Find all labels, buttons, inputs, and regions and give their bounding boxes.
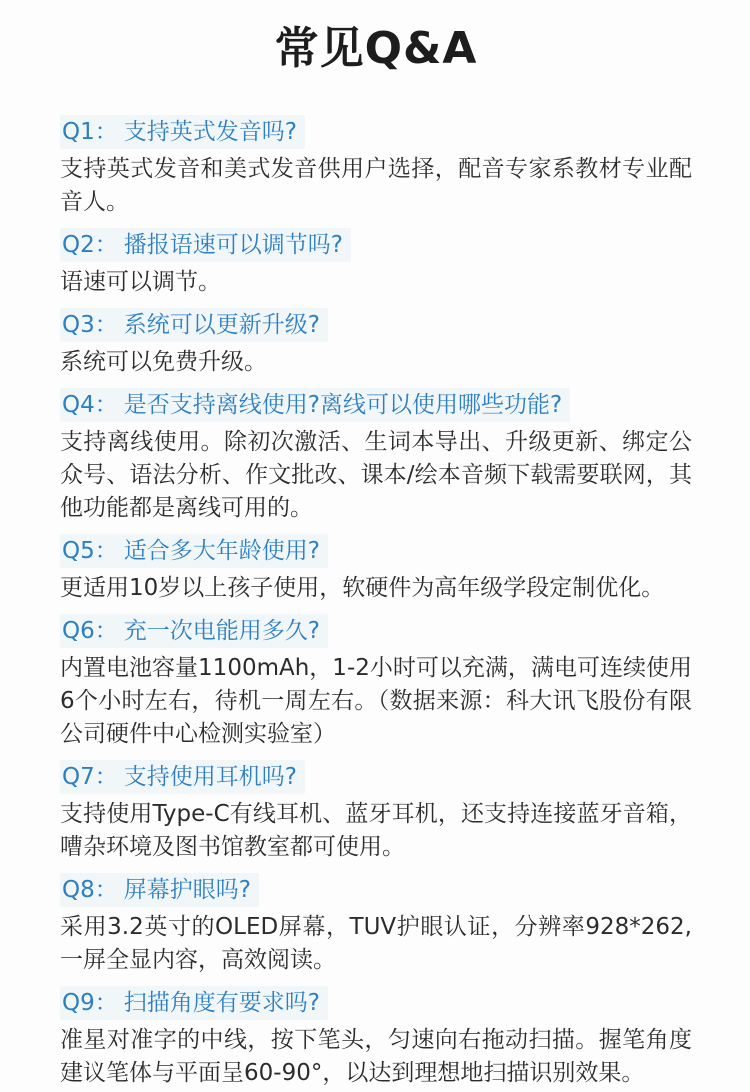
question-number: Q4： xyxy=(62,392,118,418)
question-text: 播报语速可以调节吗? xyxy=(123,232,343,258)
question-text: 是否支持离线使用?离线可以使用哪些功能? xyxy=(123,392,563,418)
faq-question xyxy=(60,534,328,568)
question-text: 充一次电能用多久? xyxy=(123,618,320,644)
faq-answer: 支持使用Type-C有线耳机、蓝牙耳机，还支持连接蓝牙音箱，嘈杂环境及图书馆教室都可使用。 xyxy=(60,801,692,860)
question-number: Q1： xyxy=(62,119,118,145)
question-text: 支持英式发音吗? xyxy=(123,119,297,145)
question-text: 适合多大年龄使用? xyxy=(123,538,320,564)
question-text: 支持使用耳机吗? xyxy=(123,764,297,790)
question-number: Q3： xyxy=(62,312,118,338)
faq-answer: 支持英式发音和美式发音供用户选择，配音专家系教材专业配音人。 xyxy=(60,156,692,215)
question-text: 系统可以更新升级? xyxy=(123,312,320,338)
faq-question xyxy=(60,760,305,794)
faq-item xyxy=(60,609,692,751)
faq-item xyxy=(60,110,692,219)
faq-answer: 采用3.2英寸的OLED屏幕，TUV护眼认证，分辨率928*262,一屏全显内容，高效阅读。 xyxy=(60,914,692,973)
faq-question xyxy=(60,388,570,422)
faq-item xyxy=(60,383,692,525)
faq-answer: 更适用10岁以上孩子使用，软硬件为高年级学段定制优化。 xyxy=(60,575,665,601)
question-number: Q5： xyxy=(62,538,118,564)
faq-item xyxy=(60,755,692,864)
faq-item xyxy=(60,868,692,977)
faq-question xyxy=(60,308,328,342)
faq-question xyxy=(60,873,259,907)
faq-answer: 语速可以调节。 xyxy=(60,269,221,295)
faq-item xyxy=(60,529,692,605)
faq-answer: 内置电池容量1100mAh，1-2小时可以充满，满电可连续使用6个小时左右，待机一周左右。（数据来源：科大讯飞股份有限公司硬件中心检测实验室） xyxy=(60,655,692,747)
faq-question xyxy=(60,986,328,1020)
question-text: 扫描角度有要求吗? xyxy=(123,990,320,1016)
question-number: Q8： xyxy=(62,877,118,903)
faq-question xyxy=(60,614,328,648)
faq-answer: 支持离线使用。除初次激活、生词本导出、升级更新、绑定公众号、语法分析、作文批改、课本/绘本音频下载需要联网，其他功能都是离线可用的。 xyxy=(60,429,692,521)
page-title: 常见Q&A xyxy=(274,23,478,74)
question-number: Q6： xyxy=(62,618,118,644)
faq-answer: 准星对准字的中线，按下笔头，匀速向右拖动扫描。握笔角度建议笔体与平面呈60-90°，以达到理想地扫描识别效果。 xyxy=(60,1027,692,1086)
faq-question xyxy=(60,228,351,262)
faq-question xyxy=(60,115,305,149)
faq-answer: 系统可以免费升级。 xyxy=(60,349,267,375)
question-number: Q9： xyxy=(62,990,118,1016)
question-number: Q7： xyxy=(62,764,118,790)
faq-item xyxy=(60,223,692,299)
question-text: 屏幕护眼吗? xyxy=(123,877,251,903)
faq-item xyxy=(60,303,692,379)
faq-item xyxy=(60,981,692,1090)
question-number: Q2： xyxy=(62,232,118,258)
